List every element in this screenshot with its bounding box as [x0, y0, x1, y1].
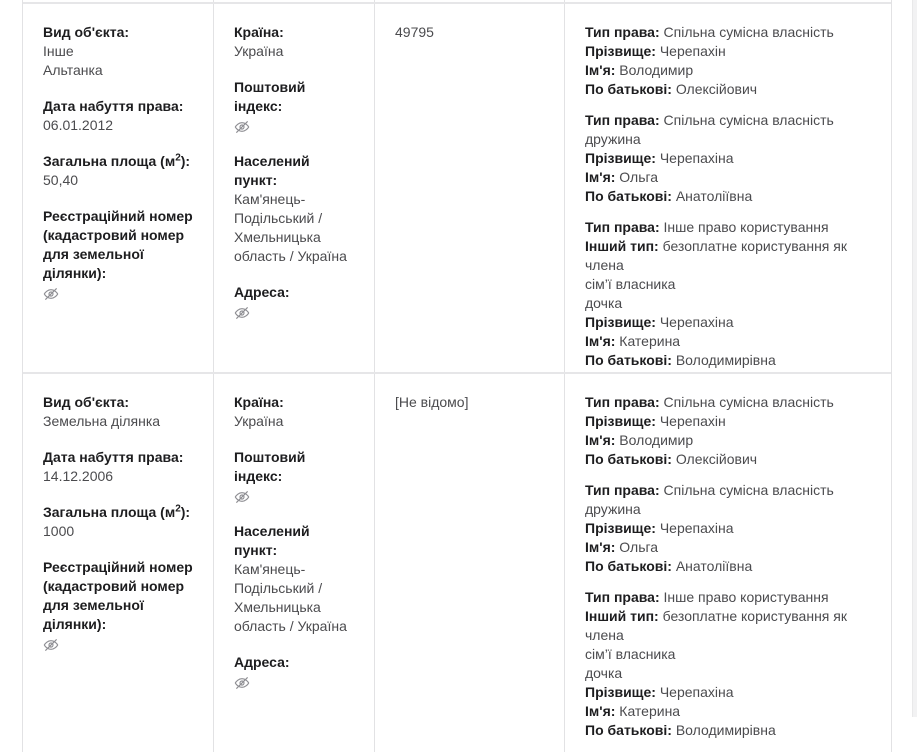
field-value: 06.01.2012	[43, 117, 114, 133]
rights-line: Прізвище: Черепахін	[585, 43, 726, 59]
cell-object-info	[23, 4, 214, 372]
rights-line: Прізвище: Черепахін	[585, 413, 726, 429]
field-object-kind	[43, 393, 193, 431]
rights-line: По батькові: Володимирівна	[585, 722, 776, 738]
sliver-cell	[214, 0, 375, 2]
rights-line: Тип права: Спільна сумісна власність	[585, 394, 834, 410]
rights-line: Інший тип: безоплатне користування як члена	[585, 238, 847, 273]
superscript-2: 2	[175, 152, 181, 164]
property-row	[23, 4, 891, 374]
field-label: Загальна площа $(м^2)$:	[43, 152, 191, 169]
sliver-cell	[23, 0, 214, 2]
field-label: Адреса:	[234, 654, 290, 670]
rights-line: дочка	[585, 665, 623, 681]
rights-line: Прізвище: Черепахіна	[585, 314, 734, 330]
field-label: для земельної	[43, 246, 144, 262]
field-total-area	[43, 152, 193, 190]
property-table	[22, 0, 892, 752]
rights-line: Ім'я: Володимир	[585, 432, 694, 448]
rights-line: По батькові: Анатоліївна	[585, 188, 753, 204]
registry-number-value: [Не відомо]	[395, 394, 469, 410]
eye-off-icon	[43, 286, 193, 302]
field-label: ділянки):	[43, 616, 107, 632]
rights-line: Тип права: Інше право користування	[585, 219, 829, 235]
rights-line: Тип права: Спільна сумісна власність	[585, 482, 834, 498]
field-value: 14.12.2006	[43, 468, 114, 484]
rights-line: дружина	[585, 501, 641, 517]
field-value: Подільський /	[234, 210, 323, 226]
field-registration-number	[43, 558, 193, 653]
field-value: Інше	[43, 43, 74, 59]
field-label: Населений пункт:	[234, 153, 310, 188]
eye-off-icon	[234, 489, 354, 505]
field-object-kind	[43, 23, 193, 80]
rights-line: Інший тип: безоплатне користування як члена	[585, 608, 847, 643]
rights-line: Ім'я: Володимир	[585, 62, 694, 78]
field-country	[234, 23, 354, 61]
rights-line: Ім'я: Катерина	[585, 333, 681, 349]
field-label: Країна:	[234, 24, 284, 40]
field-registration-number	[43, 207, 193, 302]
rights-group	[585, 218, 871, 370]
field-label: (кадастровий номер	[43, 578, 185, 594]
field-address	[234, 283, 354, 321]
field-value: Хмельницька	[234, 229, 321, 245]
field-value: Україна	[234, 413, 284, 429]
field-value: Альтанка	[43, 62, 103, 78]
field-value: область / Україна	[234, 618, 347, 634]
rights-line: Прізвище: Черепахіна	[585, 684, 734, 700]
field-value: Хмельницька	[234, 599, 321, 615]
rights-line: По батькові: Володимирівна	[585, 352, 776, 368]
field-acquisition-date	[43, 97, 193, 135]
eye-off-icon	[234, 119, 354, 135]
rights-line: По батькові: Олексійович	[585, 451, 758, 467]
sliver-cell	[375, 0, 565, 2]
rights-line: Тип права: Інше право користування	[585, 589, 829, 605]
cell-location	[214, 374, 375, 752]
registry-number-value: 49795	[395, 24, 434, 40]
cell-location	[214, 4, 375, 372]
rights-line: дочка	[585, 295, 623, 311]
field-value: 1000	[43, 523, 75, 539]
rights-line: сім’ї власника	[585, 276, 676, 292]
scrollbar-track[interactable]	[912, 0, 917, 717]
rights-group	[585, 393, 871, 469]
rights-line: Ім'я: Ольга	[585, 169, 659, 185]
eye-off-icon	[234, 305, 354, 321]
field-label: для земельної	[43, 597, 144, 613]
rights-group	[585, 481, 871, 576]
field-total-area	[43, 503, 193, 541]
field-country	[234, 393, 354, 431]
rights-group	[585, 23, 871, 99]
field-label: ділянки):	[43, 265, 107, 281]
field-value: область / Україна	[234, 248, 347, 264]
field-value: 50,40	[43, 172, 79, 188]
rights-line: Ім'я: Ольга	[585, 539, 659, 555]
field-settlement	[234, 522, 354, 636]
rights-line: Прізвище: Черепахіна	[585, 150, 734, 166]
field-value: Кам'янець-	[234, 561, 306, 577]
field-postal-code	[234, 78, 354, 135]
field-label: (кадастровий номер	[43, 227, 185, 243]
field-label: Дата набуття права:	[43, 98, 184, 114]
field-postal-code	[234, 448, 354, 505]
field-label: Реєстраційний номер	[43, 559, 193, 575]
field-label: Реєстраційний номер	[43, 208, 193, 224]
field-address	[234, 653, 354, 691]
rights-group	[585, 588, 871, 740]
field-label: Поштовий індекс:	[234, 79, 306, 114]
rights-line: дружина	[585, 131, 641, 147]
cell-registry-number	[375, 4, 565, 372]
rights-line: Тип права: Спільна сумісна власність	[585, 24, 834, 40]
field-acquisition-date	[43, 448, 193, 486]
property-row	[23, 374, 891, 752]
rights-line: Ім'я: Катерина	[585, 703, 681, 719]
field-label: Адреса:	[234, 284, 290, 300]
field-label: Населений пункт:	[234, 523, 310, 558]
field-label: Поштовий індекс:	[234, 449, 306, 484]
field-value: Подільський /	[234, 580, 323, 596]
field-label: Вид об'єкта:	[43, 394, 130, 410]
cell-registry-number	[375, 374, 565, 752]
cell-object-info	[23, 374, 214, 752]
field-value: Кам'янець-	[234, 191, 306, 207]
cell-rights	[565, 4, 891, 372]
rights-line: Прізвище: Черепахіна	[585, 520, 734, 536]
field-value: Земельна ділянка	[43, 413, 161, 429]
field-label: Вид об'єкта:	[43, 24, 130, 40]
field-label: Загальна площа $(м^2)$:	[43, 503, 191, 520]
rights-line: сім’ї власника	[585, 646, 676, 662]
eye-off-icon	[43, 637, 193, 653]
sliver-cell	[565, 0, 891, 2]
field-label: Країна:	[234, 394, 284, 410]
superscript-2: 2	[175, 503, 181, 515]
field-label: Дата набуття права:	[43, 449, 184, 465]
rights-line: Тип права: Спільна сумісна власність	[585, 112, 834, 128]
field-settlement	[234, 152, 354, 266]
field-value: Україна	[234, 43, 284, 59]
rights-group	[585, 111, 871, 206]
cell-rights	[565, 374, 891, 752]
rights-line: По батькові: Олексійович	[585, 81, 758, 97]
eye-off-icon	[234, 675, 354, 691]
rights-line: По батькові: Анатоліївна	[585, 558, 753, 574]
